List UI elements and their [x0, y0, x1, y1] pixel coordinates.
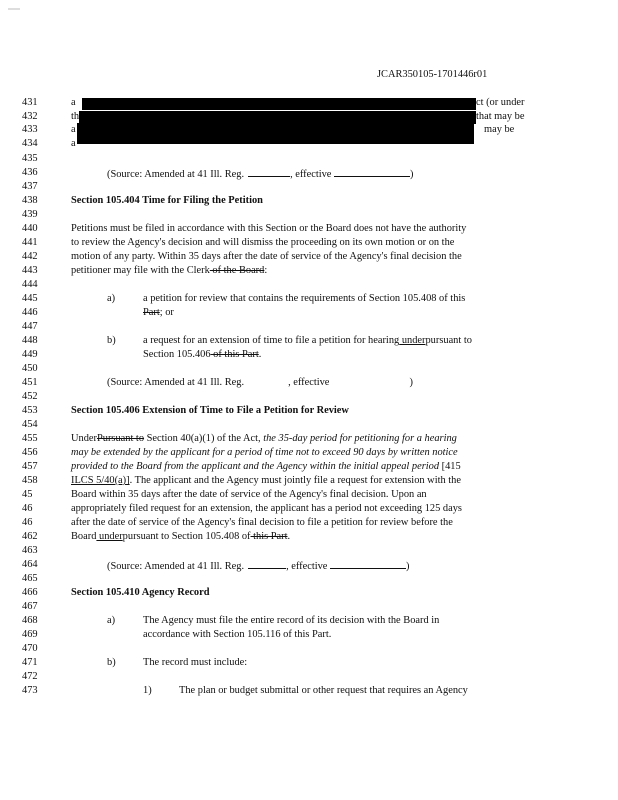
section-heading: Section 105.404 Time for Filing the Petition — [71, 195, 263, 206]
scan-mark — [8, 8, 20, 10]
line-number: 442 — [22, 251, 38, 262]
line-text: a — [71, 97, 76, 108]
line-text: Board underpursuant to Section 105.408 of this Part. — [71, 531, 291, 542]
line-text: a — [71, 124, 76, 135]
source-note: (Source: Amended at 41 Ill. Reg. , effective ) — [107, 561, 410, 572]
line-text: Section 105.406 of this Part. — [143, 349, 262, 360]
document-id-header: JCAR350105-1701446r01 — [377, 69, 488, 80]
line-text: Board within 35 days after the date of service of the Agency's final decision. Upon an — [71, 489, 427, 500]
line-text: Petitions must be filed in accordance with this Section or the Board does not have the authority — [71, 223, 467, 234]
line-number: 454 — [22, 419, 38, 430]
redaction-bar — [82, 98, 476, 110]
line-number: 432 — [22, 111, 38, 122]
line-number: 473 — [22, 685, 38, 696]
line-number: 469 — [22, 629, 38, 640]
line-text: a request for an extension of time to file a petition for hearing underpursuant to — [143, 335, 472, 346]
line-number: 470 — [22, 643, 38, 654]
line-number: 444 — [22, 279, 38, 290]
line-text: provided to the Board from the applicant and the Agency within the initial appeal period [415 — [71, 461, 461, 472]
line-number: 431 — [22, 97, 38, 108]
list-label: b) — [107, 335, 116, 346]
line-number: 449 — [22, 349, 38, 360]
line-number: 445 — [22, 293, 38, 304]
line-text: a petition for review that contains the requirements of Section 105.408 of this — [143, 293, 466, 304]
line-text: The record must include: — [143, 657, 248, 668]
line-number: 456 — [22, 447, 38, 458]
line-number: 446 — [22, 307, 38, 318]
list-label: b) — [107, 657, 116, 668]
line-text: a — [71, 138, 76, 149]
line-text: after the date of service of the Agency's final decision to file a petition for review before the — [71, 517, 453, 528]
line-number: 467 — [22, 601, 38, 612]
line-number: 46 — [22, 503, 33, 514]
line-text: ILCS 5/40(a)]. The applicant and the Agency must jointly file a request for extension with the — [71, 475, 461, 486]
line-number: 447 — [22, 321, 38, 332]
line-number: 433 — [22, 124, 38, 135]
line-number: 457 — [22, 461, 38, 472]
line-number: 434 — [22, 138, 38, 149]
list-label: a) — [107, 293, 116, 304]
source-note: (Source: Amended at 41 Ill. Reg. , effective ) — [107, 169, 414, 180]
line-number: 451 — [22, 377, 38, 388]
line-text: Part; or — [143, 307, 174, 318]
line-text: to review the Agency's decision and will dismiss the proceeding on its own motion or on the — [71, 237, 455, 248]
line-text: The Agency must file the entire record of its decision with the Board in — [143, 615, 440, 626]
line-number: 437 — [22, 181, 38, 192]
line-text: may be — [484, 124, 515, 135]
line-text: that may be — [476, 111, 525, 122]
line-number: 45 — [22, 489, 33, 500]
line-text: petitioner may file with the Clerk of the Board: — [71, 265, 268, 276]
list-label: a) — [107, 615, 116, 626]
line-number: 438 — [22, 195, 38, 206]
line-number: 448 — [22, 335, 38, 346]
line-text: accordance with Section 105.116 of this Part. — [143, 629, 332, 640]
line-number: 463 — [22, 545, 38, 556]
line-number: 458 — [22, 475, 38, 486]
line-number: 464 — [22, 559, 38, 570]
line-number: 471 — [22, 657, 38, 668]
line-text: UnderPursuant to Section 40(a)(1) of the Act, the 35-day period for petitioning for a hearing — [71, 433, 457, 444]
line-number: 452 — [22, 391, 38, 402]
line-number: 472 — [22, 671, 38, 682]
line-number: 465 — [22, 573, 38, 584]
line-number: 435 — [22, 153, 38, 164]
section-heading: Section 105.410 Agency Record — [71, 587, 210, 598]
line-number: 439 — [22, 209, 38, 220]
line-number: 462 — [22, 531, 38, 542]
redaction-bar — [77, 136, 474, 144]
line-number: 468 — [22, 615, 38, 626]
redaction-bar — [77, 123, 474, 137]
source-note: (Source: Amended at 41 Ill. Reg. , effective ) — [107, 377, 413, 388]
line-text: th — [71, 111, 80, 122]
line-text: may be extended by the applicant for a period of time not to exceed 90 days by written notice — [71, 447, 458, 458]
line-text: appropriately filed request for an extension, the applicant has a period not exceeding 125 days — [71, 503, 462, 514]
line-text: The plan or budget submittal or other request that requires an Agency — [179, 685, 468, 696]
line-number: 453 — [22, 405, 38, 416]
line-number: 466 — [22, 587, 38, 598]
line-text: motion of any party. Within 35 days after the date of service of the Agency's final decision the — [71, 251, 462, 262]
line-number: 440 — [22, 223, 38, 234]
line-number: 46 — [22, 517, 33, 528]
line-number: 450 — [22, 363, 38, 374]
section-heading: Section 105.406 Extension of Time to File a Petition for Review — [71, 405, 349, 416]
line-number: 455 — [22, 433, 38, 444]
line-number: 436 — [22, 167, 38, 178]
list-label: 1) — [143, 685, 152, 696]
line-number: 441 — [22, 237, 38, 248]
line-text: ct (or under — [476, 97, 525, 108]
line-number: 443 — [22, 265, 38, 276]
